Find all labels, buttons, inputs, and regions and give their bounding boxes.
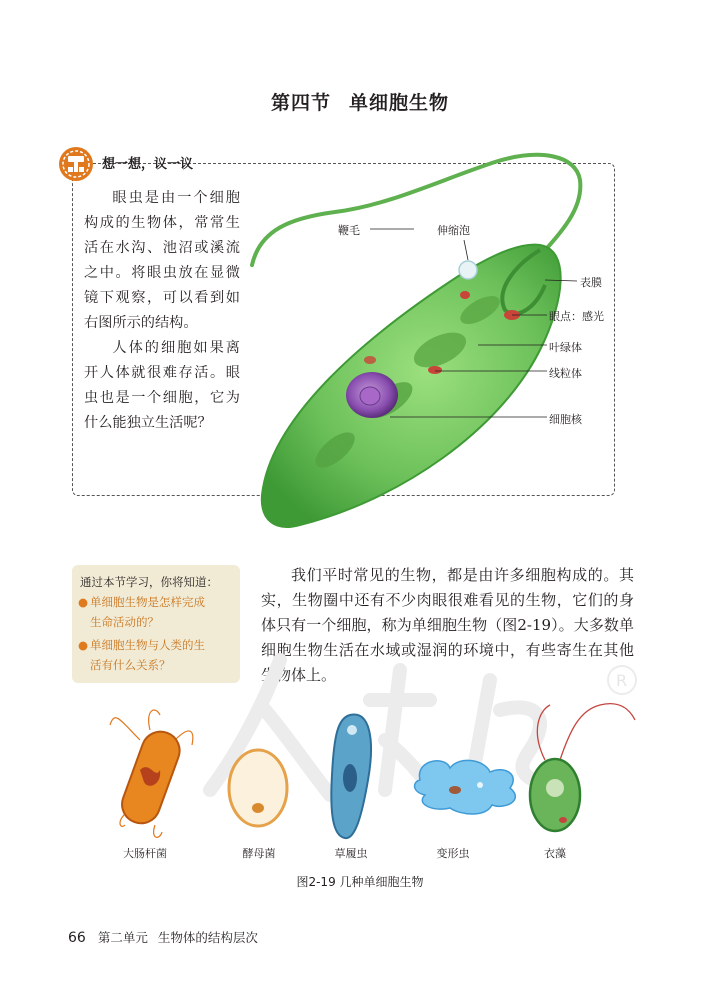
label-e-coli: 大肠杆菌: [123, 847, 167, 860]
think-discuss-title: 想一想，议一议: [102, 157, 194, 172]
page-number: 66: [68, 930, 86, 946]
label-chloroplast: 叶绿体: [549, 341, 582, 354]
label-membrane: 表膜: [580, 276, 602, 289]
label-chlamydomonas: 衣藻: [544, 847, 566, 860]
think-paragraph: 眼虫是由一个细胞构成的生物体，常常生活在水沟、池沼或溪流之中。将眼虫放在显微镜下观察，可以看到如右图所示的结构。: [84, 190, 240, 331]
label-eyespot: 眼点：感光: [549, 310, 604, 323]
label-yeast: 酵母菌: [242, 847, 276, 860]
figure-caption: 图2-19 几种单细胞生物: [296, 875, 424, 889]
label-flagellum: 鞭毛: [338, 224, 360, 237]
learning-goals-title: 通过本节学习，你将知道：: [80, 575, 218, 589]
label-paramecium: 草履虫: [334, 847, 368, 860]
paramecium-icon: [331, 714, 371, 838]
think-text: [84, 186, 240, 436]
body-paragraph: 我们平时常见的生物，都是由许多细胞构成的。其实，生物圈中还有不少肉眼很难看见的生物，它们的身体只有一个细胞，称为单细胞生物（图2-19）。大多数单细胞生物生活在水域或湿润的环境中，有些寄生在其他生物体上。: [261, 566, 634, 684]
label-mitochondria: 线粒体: [549, 367, 582, 380]
svg-text:R: R: [616, 671, 628, 690]
bullet-icon: ●: [78, 595, 89, 609]
think-discuss-icon: [58, 146, 94, 182]
chlamydomonas-icon: [530, 704, 635, 831]
e-coli-icon: [110, 710, 193, 837]
section-number: 第四节: [270, 92, 331, 114]
label-amoeba: 变形虫: [436, 847, 470, 860]
unit-title: 生物体的结构层次: [157, 930, 258, 945]
amoeba-icon: [415, 760, 516, 814]
learning-goal-item: ● 单细胞生物与人类的生 活有什么关系？: [78, 635, 234, 675]
bullet-icon: ●: [78, 638, 89, 652]
learning-goal-item: ● 单细胞生物是怎样完成 生命活动的？: [78, 592, 234, 632]
yeast-icon: [229, 750, 287, 826]
think-paragraph: 人体的细胞如果离开人体就很难存活。眼虫也是一个细胞，它为什么能独立生活呢？: [84, 340, 240, 431]
page-footer: [68, 928, 258, 946]
label-contractile-vacuole: 伸缩泡: [437, 224, 470, 237]
page-title: [0, 88, 720, 115]
section-name: 单细胞生物: [349, 92, 450, 114]
organisms-illustration: [100, 700, 660, 845]
unit-name: 第二单元: [97, 930, 148, 945]
label-nucleus: 细胞核: [549, 413, 582, 426]
